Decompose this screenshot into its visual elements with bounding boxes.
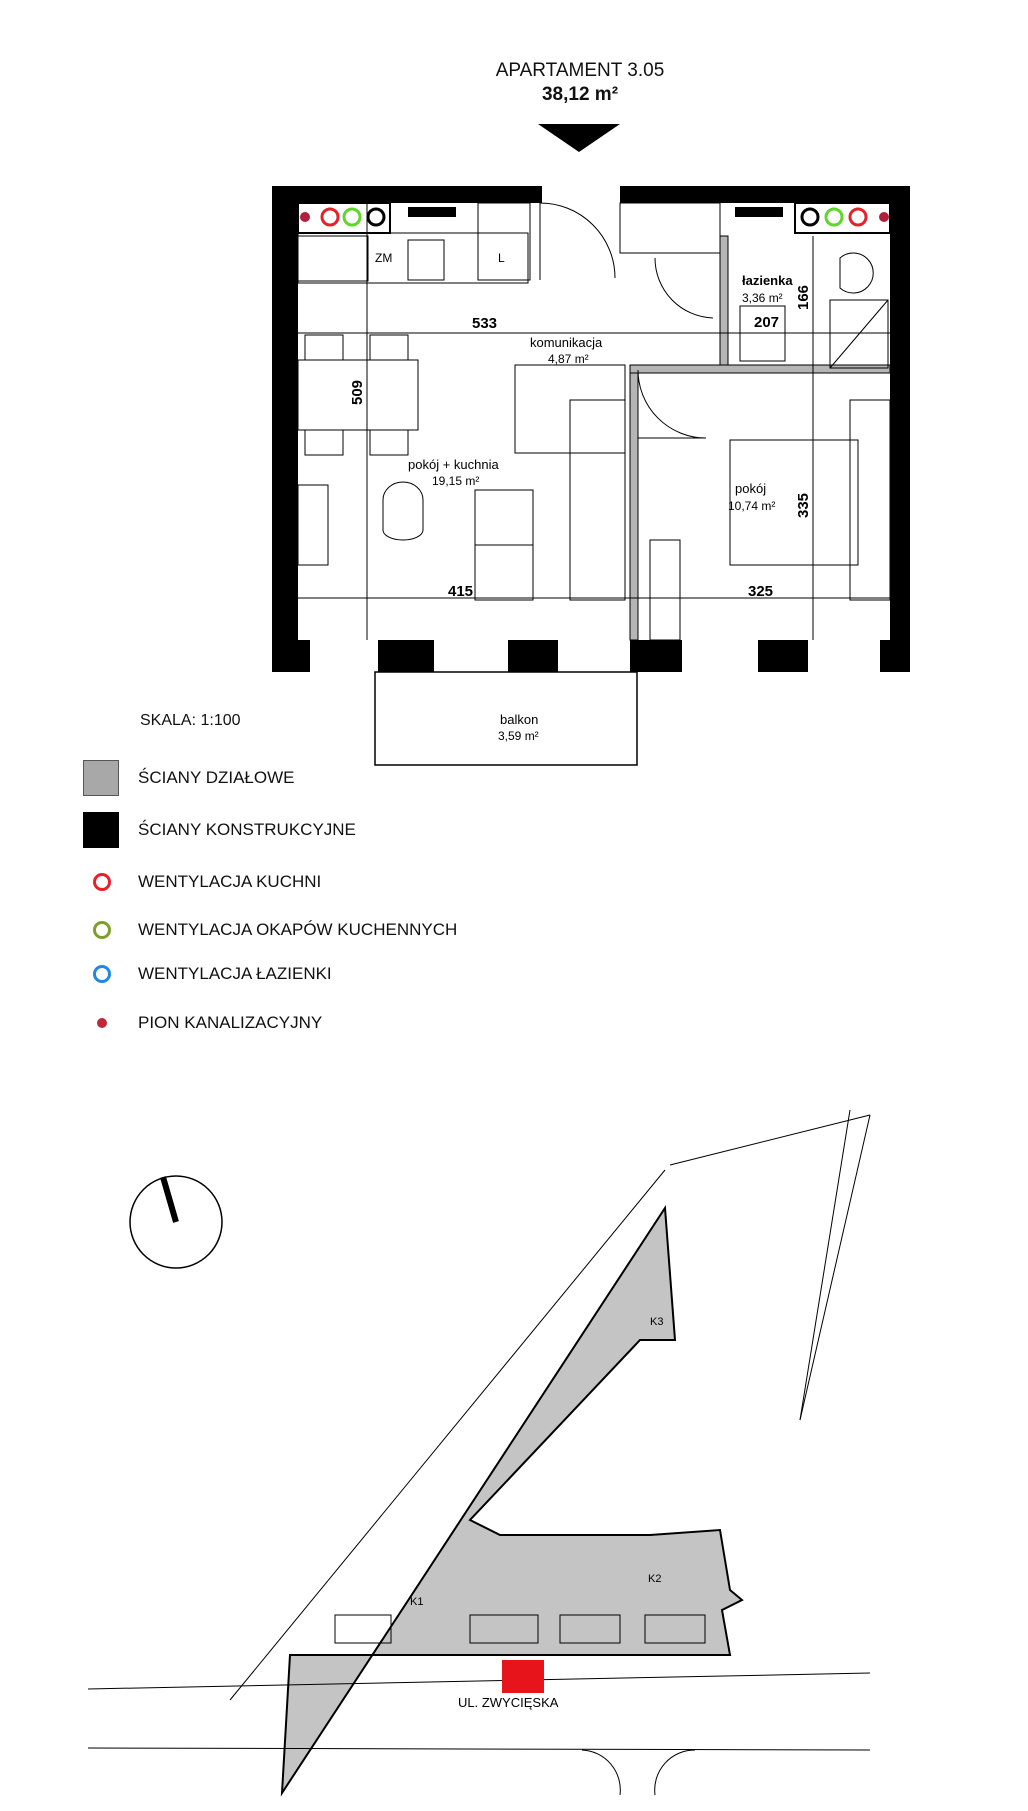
legend-swatch-structural (83, 812, 119, 848)
apartment-highlight (502, 1660, 544, 1693)
site-k2: K2 (648, 1573, 662, 1585)
pokoj-kuchnia-label: pokój + kuchnia (408, 457, 499, 472)
legend-label-sewer-riser: PION KANALIZACYJNY (138, 1013, 323, 1032)
dimension-lines (298, 203, 890, 640)
north-compass-icon (130, 1176, 222, 1268)
dim-207: 207 (754, 314, 780, 331)
door-swings (540, 203, 713, 438)
lazienka-label: łazienka (742, 273, 793, 288)
legend-label-hood-vent: WENTYLACJA OKAPÓW KUCHENNYCH (138, 920, 458, 939)
balkon-label: balkon (500, 712, 539, 727)
fixture-zm: ZM (375, 251, 393, 265)
site-k1: K1 (410, 1596, 424, 1608)
scale-label: SKALA: 1:100 (140, 712, 241, 729)
apartment-title: APARTAMENT 3.05 (495, 60, 665, 81)
entrance-arrow-icon (538, 124, 620, 152)
lazienka-area: 3,36 m² (742, 291, 783, 305)
komunikacja-area: 4,87 m² (548, 352, 589, 366)
legend-swatch-partition (83, 760, 119, 796)
dim-166: 166 (795, 284, 812, 310)
kitchen-vent-icon (93, 873, 111, 891)
dim-325: 325 (748, 583, 774, 600)
dim-335: 335 (795, 492, 812, 518)
bathroom-vent-icon (93, 965, 111, 983)
balkon-area: 3,59 m² (498, 729, 539, 743)
legend-label-bathroom-vent: WENTYLACJA ŁAZIENKI (138, 964, 332, 983)
site-plan (88, 1110, 870, 1795)
pokoj-area: 10,74 m² (728, 499, 776, 513)
vent-boxes (298, 203, 890, 233)
dim-509: 509 (349, 379, 366, 405)
fixture-l: L (498, 251, 505, 265)
legend-label-kitchen-vent: WENTYLACJA KUCHNI (138, 872, 322, 891)
street-name: UL. ZWYCIĘSKA (458, 1695, 559, 1710)
legend-label-structural: ŚCIANY KONSTRUKCYJNE (138, 820, 356, 839)
legend-label-partition: ŚCIANY DZIAŁOWE (138, 768, 295, 787)
apartment-area: 38,12 m² (541, 84, 619, 105)
pokoj-kuchnia-area: 19,15 m² (432, 474, 480, 488)
komunikacja-label: komunikacja (530, 335, 603, 350)
site-k3: K3 (650, 1316, 664, 1328)
interior-lines (298, 203, 890, 640)
pokoj-label: pokój (735, 481, 767, 496)
dim-533: 533 (472, 315, 498, 332)
hood-vent-icon (93, 921, 111, 939)
dim-415: 415 (448, 583, 474, 600)
sewer-riser-icon (97, 1018, 107, 1028)
